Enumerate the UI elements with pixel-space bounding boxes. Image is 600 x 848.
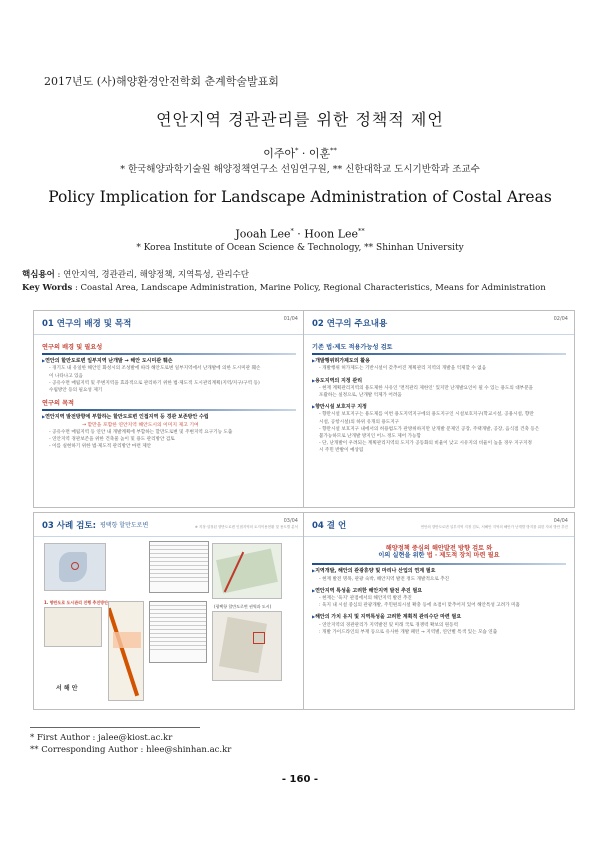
slide-4-point-3-detail-b: : 개발 가이드라인의 부재 등으로 유사한 개발 패턴 → 지역별, 연안별 특색 있는 모습 연출 bbox=[319, 629, 498, 635]
author-1-mark: * bbox=[295, 146, 299, 155]
keywords-korean-text: : 연안지역, 경관관리, 해양정책, 지역특성, 관리수단 bbox=[54, 270, 249, 280]
slide-3-header bbox=[34, 513, 304, 537]
slide-3-caption-2: (평택항 할만도로변 권역과 도시) bbox=[214, 604, 272, 609]
footnote-corresponding-author: ** Corresponding Author : hlee@shinhan.ac.kr bbox=[30, 745, 232, 755]
slide-4-title: 04 결 언 bbox=[312, 520, 347, 531]
slide-2-page: 02/04 bbox=[553, 316, 568, 322]
slide-1-point-2-highlight: → 할만을 포함한 연안지역 해안도시의 이미지 제고 기여 bbox=[82, 422, 199, 428]
aerial-map-1 bbox=[212, 543, 282, 599]
slide-4-headline-2a: 이의 실현을 위한 bbox=[378, 552, 427, 560]
slide-4-point-2-detail-b: : 육지 내 시설 중심의 관광개발, 주민편의시설 확충 등에 초점이 맞추어져 있어 해안특성 고려가 미흡 bbox=[319, 603, 520, 609]
author-2-en-mark: ** bbox=[358, 227, 365, 235]
footnote-first-author: * First Author : jalee@kiost.ac.kr bbox=[30, 733, 173, 743]
keywords-korean-label: 핵심용어 bbox=[22, 270, 55, 280]
slide-4-point-2: ▶ 연안지역 특성을 고려한 해안지역 발전 추진 필요 bbox=[312, 587, 566, 595]
slide-3-note: ※ 지정·설정된 향만도로변 인접지역의 토지이용현황 및 용도별 분석 bbox=[194, 525, 298, 529]
author-1-en-mark: * bbox=[290, 227, 294, 235]
author-1-en: Jooah Lee bbox=[235, 227, 291, 241]
slide-2-title: 02 연구의 주요내용 bbox=[312, 318, 388, 329]
section-divider bbox=[42, 409, 296, 411]
section-divider bbox=[312, 353, 566, 355]
slide-2-point-3: ▶ 향만시설 보호지구 지정 bbox=[312, 403, 566, 411]
slide-3-case-study bbox=[33, 512, 305, 710]
slide-4-point-3: ▶ 해안의 가치 유지 및 지역특성을 고려한 계획적 관리수단 마련 필요 bbox=[312, 613, 566, 621]
paper-title-english: Policy Implication for Landscape Administration of Costal Areas bbox=[48, 188, 552, 206]
slide-1-header bbox=[34, 311, 304, 335]
author-separator: · bbox=[298, 147, 309, 160]
slide-1-point-1-detail-d: 수립방안 등의 필요성 제기 bbox=[49, 388, 103, 394]
slide-4-point-1-detail: - 현재 발전 명목, 관광 숙박, 해안지역 발전 정도 개발적으로 추진 bbox=[319, 576, 450, 582]
slide-4-headline-2 bbox=[312, 552, 566, 559]
slide-4-headline-2b: 법 · 제도적 장치 마련 필요 bbox=[426, 552, 500, 560]
affiliation-english: * Korea Institute of Ocean Science & Technology, ** Shinhan University bbox=[136, 243, 464, 253]
slide-2-point-2: ▶ 용도지역의 지정 관리 bbox=[312, 377, 566, 385]
slide-1-body bbox=[34, 335, 304, 456]
district-plan-thumbnail bbox=[44, 607, 102, 647]
author-2: 이훈 bbox=[308, 147, 331, 160]
page-number: - 160 - bbox=[281, 774, 319, 785]
land-use-table-1 bbox=[149, 541, 209, 593]
slide-2-body bbox=[304, 335, 574, 461]
slide-4-point-1: ▶ 지역개발, 해안의 관광휴양 및 마리나 산업의 연계 필요 bbox=[312, 567, 566, 575]
slide-1-point-1: ▶ 연안의 할만도로변 일부지역 난개발 → 해안 도시미관 훼손 bbox=[42, 357, 296, 365]
slide-4-note: 연안의 향만도로변 일부지역 지정 검토, 서해안 지역의 해안가 난개발 방지를 위한 자치 방안 추진 bbox=[420, 525, 568, 529]
footnote-divider bbox=[30, 727, 200, 728]
sea-label: 서 해 안 bbox=[56, 685, 78, 692]
section-divider bbox=[42, 353, 296, 355]
authors-english bbox=[0, 227, 600, 241]
keywords-korean bbox=[22, 268, 249, 280]
slide-2-point-2-detail-b: 포괄하는 실정으로, 난개발 억제가 어려움 bbox=[319, 393, 402, 399]
slide-2-header bbox=[304, 311, 574, 335]
slide-2-point-3-detail-b: 시설, 공항시설)의 하위 유개의 용도지구 bbox=[319, 419, 400, 425]
aerial-map-2 bbox=[212, 611, 282, 681]
keywords-english-text: : Coastal Area, Landscape Administration, Marine Policy, Regional Characteristics, Means for Administration bbox=[72, 283, 546, 293]
slide-2-point-2-detail-a: - 현재 계획관리지역의 용도제한 사유인 '면적관리 제한인' 있지만 난개발요인이 될 수 있는 용도의 대부분을 bbox=[319, 385, 533, 391]
slide-2-point-3-detail-d: 불가능하므로 난개발 방지인 어느 정도 제어 가능함 bbox=[319, 434, 421, 440]
slide-1-point-1-detail-c: - 공유수면 매립지역 및 주변지역을 효과적으로 관리하기 위한 법·제도적 도시관리계획(지역/지구/구역 등) bbox=[49, 380, 260, 386]
slide-1-point-2-detail-a: - 공유수면 매립지역 등 연안 내 개발계획에 부합하는 할만도로변 및 주변지역 요구기능 도출 bbox=[49, 429, 233, 435]
slide-2-section-1: 기존 법·제도 적용가능성 검토 bbox=[312, 344, 393, 351]
slide-4-page: 04/04 bbox=[553, 518, 568, 524]
author-en-separator: · bbox=[293, 227, 305, 241]
slide-2-main-contents bbox=[303, 310, 575, 508]
slide-2-point-3-detail-e: - 단, 난개발이 우려되는 계획관리지역의 도지가 공동화의 비율이 낮고 시유지의 비율이 높을 경우 지구지정 bbox=[319, 441, 532, 447]
slide-1-background-purpose bbox=[33, 310, 305, 508]
slide-2-point-3-detail-c: - 향만시설 보호지구 내에서의 허용범도가 관방위하지만 난개발 문제인 공장, 주택개발, 공장, 음식점 건축 등은 bbox=[319, 426, 540, 432]
slide-2-point-3-detail-f: 시 주민 반발이 예상됨 bbox=[319, 448, 364, 454]
keywords-english bbox=[22, 283, 546, 293]
slide-1-section-1: 연구의 배경 및 필요성 bbox=[42, 344, 103, 351]
paper-title-korean: 연안지역 경관관리를 위한 정책적 제언 bbox=[156, 110, 444, 129]
slide-1-point-2-detail-c: - 이를 실현하기 위한 법·제도적 관리방안 마련 제안 bbox=[49, 444, 152, 450]
slide-3-subtitle: 평택항 할만도로변 bbox=[100, 522, 149, 529]
slide-3-title: 03 사례 검토: bbox=[42, 520, 96, 531]
slide-2-point-1-detail: - 개발행위 허가제도는 기반시설이 갖추어진 계획관리 지역의 개발을 억제할 수 없음 bbox=[319, 366, 487, 372]
slide-3-body bbox=[34, 537, 304, 709]
slide-4-headline-1: 해양정책 중심의 해안발전 방향 검토 와 bbox=[385, 545, 493, 552]
slide-1-title: 01 연구의 배경 및 목적 bbox=[42, 318, 132, 329]
slide-4-body bbox=[304, 537, 574, 642]
author-1: 이주아 bbox=[263, 147, 296, 160]
slide-4-point-2-detail-a: - 현재는 '육지' 관점에서의 해안지역 발전 추진 bbox=[319, 596, 412, 602]
coastal-road-map bbox=[108, 601, 144, 701]
slide-1-page: 01/04 bbox=[283, 316, 298, 322]
slide-1-section-2: 연구의 목적 bbox=[42, 400, 75, 408]
author-2-en: Hoon Lee bbox=[304, 227, 359, 241]
slide-4-header bbox=[304, 513, 574, 537]
slide-3-caption-1: 1. 향만도로 도시관리 진행 추진방안 bbox=[44, 600, 108, 605]
slide-2-point-1: ▶ 개발행위허가제도의 활용 bbox=[312, 357, 566, 365]
authors-korean bbox=[0, 145, 600, 161]
conference-header: 2017년도 (사)해양환경안전학회 춘계학술발표회 bbox=[44, 75, 279, 88]
affiliation-korean: * 한국해양과학기술원 해양정책연구소 선임연구원, ** 신한대학교 도시기반학과 조교수 bbox=[120, 164, 480, 175]
author-2-mark: ** bbox=[330, 146, 337, 155]
slide-1-point-2-detail-b: - 연안지역 경관보존을 위한 건축물 높이 및 용도 관리방안 검토 bbox=[49, 437, 175, 443]
section-divider bbox=[312, 563, 566, 565]
keywords-english-label: Key Words bbox=[22, 283, 73, 293]
slide-4-conclusion bbox=[303, 512, 575, 710]
slide-1-point-1-detail-a: - 경기도 내 유일한 해안인 화성시의 조성발에 따라 해안도로변 일부지역에서 난개발에 의한 도시미관 훼손 bbox=[49, 366, 261, 372]
slide-1-point-1-detail-b: 이 나타나고 있음 bbox=[49, 373, 83, 379]
slide-2-point-3-detail-a: - 향만시설 보호지구는 용도제를 이번 용도지역지구에의 용도지구인 시설보호지구(학교시설, 공용시설, 향만 bbox=[319, 412, 534, 418]
location-map-thumbnail bbox=[44, 543, 106, 591]
slide-1-point-2: ▶ 연안지역 발전방향에 부합하는 할만도로변 인접지역 등 경관 보존방안 수립 bbox=[42, 413, 296, 421]
slide-4-point-3-detail-a: - 연안지역의 경관관리가 지역발전 및 미래 국토 경쟁력 확보의 원동력 bbox=[319, 622, 459, 628]
land-use-table-2 bbox=[149, 601, 207, 663]
slide-3-page: 03/04 bbox=[283, 518, 298, 524]
